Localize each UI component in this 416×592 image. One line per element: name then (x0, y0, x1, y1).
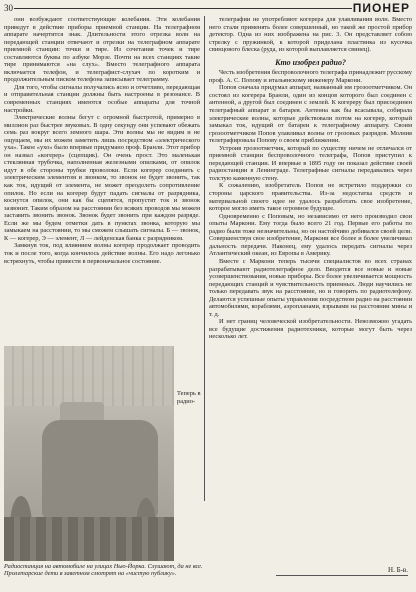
right-paragraph: Устроив грозоотметчик, который по существу ничем не отличался от приемной станции беспроволочного телеграфа, Попов приступил к передающей станции. И впервые в 1895 году он показал действие своей радиостанции в Ленинграде. Телеграфные сигналы передавались через толстую каменную стену. (209, 144, 412, 182)
photo-crowd (4, 517, 174, 561)
left-paragraph: Электрические волны бегут с огромной быстротой, примерно в миллион раз быстрее звуковых. В одну секунду они успевают обежать семь раз вокруг всего земного шара. Эти волны мы не видим и не ощущаем, мы их можем заметить лишь посредством «электрического уха». Такое «ухо» было впервые придумано проф. Бранли. Этот прибор он назвал «когерер» (сцепщик). Он очень прост. Это маленькая стеклянная трубочка, наполненная железными опилками, от опилок идут в обе стороны трубки проволоки. Если когерер соединить с электрическим элементом и звонком, то звонок не будет звонить, так как ток, идущий от элемента, не может преодолеть сопротивление опилок. Но если на когерер будут падать сигналы от разрядника, коснутся опилок, они как бы сцепятся, пропустят ток и звонок зазвонит. Таким образом на расстоянии без всяких проводов мы можем заставить звонить звонок. Звонок будет звонить при каждом разряде. Если же мы будем отметки дать в пунктах звонка, которую мы замыкаем на расстоянии, то мы сможем слышать сигналы. Б — звонок, К — когерер, Э — элемент, Л — лейденская банка с разрядником. (4, 114, 200, 242)
magazine-title: ПИОНЕР (352, 1, 410, 15)
photo-caption (4, 563, 304, 578)
column-divider (204, 16, 205, 501)
right-paragraph: И нет границ человеческой изобретательности. Невозможно угадать все будущие достижения радиотехники, которые могут быть через несколько лет. (209, 318, 412, 341)
left-paragraph: Замкнув ток, под влиянием волны когерер продолжает проводить ток и после того, когда кончилось действие волны. Его надо легонько встряхнуть, чтобы привести в первоначальное состояние. (4, 242, 200, 265)
page-number: 30 (4, 3, 13, 13)
right-paragraph: К сожалению, изобретатель Попов не встретило поддержки со стороны царского правительства. Из-за недостатка средств и материальной своего идее не удалось разработать свое изобретение, которое могло иметь такое огромное будущее. (209, 182, 412, 213)
header-rule (14, 8, 352, 9)
photo-building (4, 346, 174, 406)
right-column (209, 16, 412, 341)
signature-rule (276, 575, 408, 576)
caption-line: Пролетарские дети в заветном смотрят на «чистую публику». (4, 570, 177, 578)
left-paragraph: Для того, чтобы сигналы получались ясно и отчетливо, передающая и отправительная станции должны быть настроены в резонансе. В современных станциях имеются особые аппараты для точной настройки. (4, 83, 200, 114)
right-paragraph: Попов сначала придумал аппарат, названный им грозоотметчиком. Он состоял из когерера Бранли, один из концов которого был соединен с антенной, а другой был соединен с землей. К когереру был присоединен телеграфный аппарат и батарея. Антенна как бы всасывала, собирала электрические волны, которые действовали потом на когерер, который замыкал ток, идущий от батареи к телеграфному аппарату. Своим грозоотметчиком Попов улавливал волны от грозовых разрядов. Молния телеграфировала Попову о своем приближении. (209, 84, 412, 145)
right-paragraph: Одновременно с Поповым, но независимо от него производил свои опыты Маркони. Ему тогда было всего 21 год. Первые его работы по радио были тоже незначительны, но он настойчиво добивался своей цели. Совершенствуя свое изобретение, Маркони все более и более увеличивал дальность передачи. Наконец, ему удалось передать сигналы через Атлантический океан, из Европы в Америку. (209, 212, 412, 258)
right-paragraph: Честь изобретения беспроволочного телеграфа принадлежит русскому проф. А. С. Попову и итальянскому инженеру Маркони. (209, 69, 412, 84)
caption-line: Радиостанция на автомобиле на улицах Нью-Йорка. Слушают, да не все. (4, 563, 203, 570)
section-heading: Кто изобрел радио? (275, 57, 346, 67)
continuation-fragment: Теперь в радио- (177, 390, 201, 405)
author-signature: Н. Б-в. (388, 566, 408, 574)
left-paragraph: они возбуждают соответствующие колебания. Эти колебания приведут в действие приборы приемной станции. На телеграфном аппарате начертится знак. Длительности этого отрезка волн на передающей станции отвечают и отрезки на телеграфном аппарате приемной станции: точки и тире. Из сочетания точек и тире составляются буквы по азбуке Морзе. Почти на всех станциях такие тире принимаются «на слух». Вместо телеграфного аппарата включается телефон, и телеграфист-слухач по коротким и продолжительным писком телефона записывает телеграмму. (4, 16, 200, 84)
right-paragraph: телеграфии не употребляют когерера для улавливания волн. Вместо него стали применять более совершенный, но такой же простой прибор детектор. Одна из них изображена на рис. 3. Он представляет собою стрелку с пружинкой, к которой приделана пластинка из кусочка свинцового блеска (руда, из которой выплавляется свинец). (209, 16, 412, 54)
radio-car-photo (4, 346, 174, 561)
left-column (4, 16, 200, 265)
right-paragraph: Вместе с Маркони теперь тысячи специалистов во всех странах разрабатывают радиотелеграфное дело. Вводятся все новые и новые усовершенствования, новые приборы. Все более увеличивается мощность передающих станций и чувствительность приемных. Люди научились не только передавать звук на расстояние, но и говорить по радиотелефону. Делаются успешные опыты управления посредством радио на расстоянии автомобилями, кораблями, аэропланами, взрывами на расстоянии мины и т. д. (209, 257, 412, 318)
